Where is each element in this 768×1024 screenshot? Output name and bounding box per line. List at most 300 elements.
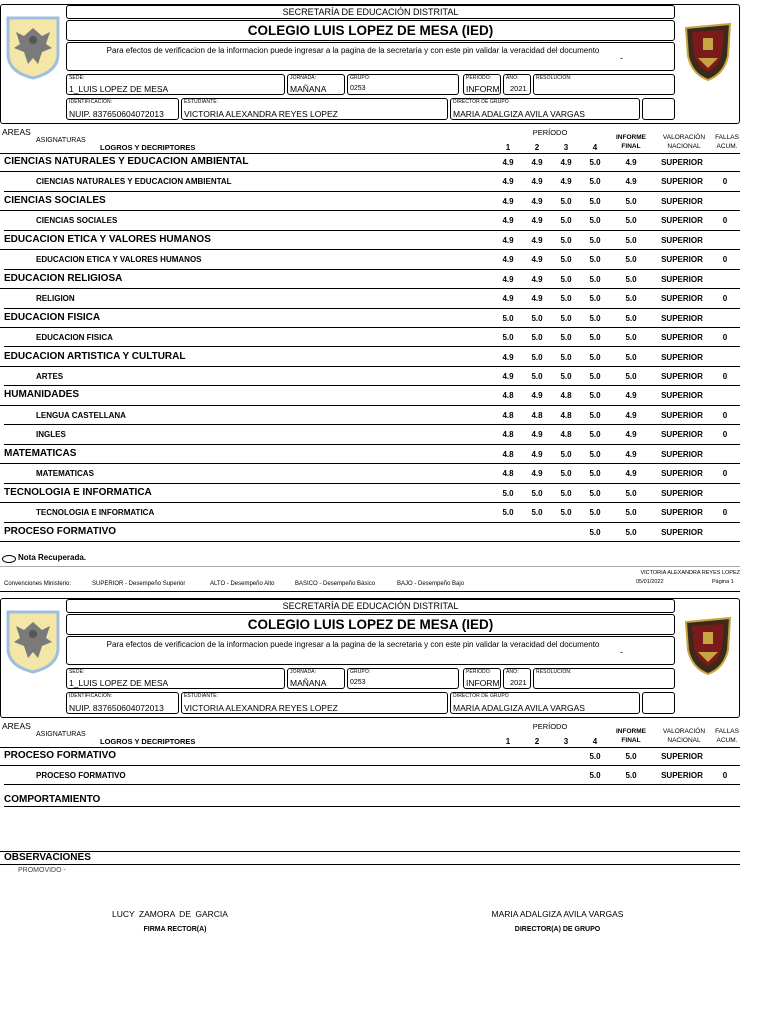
grade-final: 4.9: [625, 410, 637, 420]
grade-p2: 4.9: [531, 391, 543, 401]
grade-final: 5.0: [625, 752, 637, 761]
grade-p4: 5.0: [589, 449, 601, 459]
identificacion-field-2: [66, 692, 179, 714]
footer-date: 05/01/2022: [636, 579, 664, 585]
informe-label-2: INFORME: [616, 728, 646, 735]
fallas-header: [712, 133, 742, 151]
row-underline: [4, 230, 740, 231]
page-break-line: [0, 591, 740, 592]
grade-p4: 5.0: [589, 771, 601, 780]
row-underline: [0, 327, 740, 328]
row-underline: [4, 522, 740, 523]
estudiante-field: [181, 98, 448, 120]
subject-row: [0, 290, 740, 309]
grade-p2: 4.9: [531, 469, 543, 479]
sede-value: 1_LUIS LOPEZ DE MESA: [69, 84, 169, 94]
valoracion-nacional: SUPERIOR: [661, 391, 703, 401]
valoracion-nacional: SUPERIOR: [661, 771, 703, 780]
grupo-label-2: GRUPO:: [350, 669, 371, 675]
informe-label: INFORME: [616, 134, 646, 141]
grade-final: 5.0: [625, 255, 637, 265]
grade-final: 5.0: [625, 352, 637, 362]
observaciones-title: OBSERVACIONES: [4, 852, 91, 863]
subject-name: CIENCIAS NATURALES Y EDUCACION AMBIENTAL: [36, 177, 232, 187]
grade-p3: 5.0: [560, 508, 572, 518]
acum-label-2: ACUM.: [716, 737, 738, 744]
estudiante-field-2: [181, 692, 448, 714]
sede-value-2: 1_LUIS LOPEZ DE MESA: [69, 678, 169, 688]
jornada-field: [287, 74, 345, 95]
grade-final: 5.0: [625, 294, 637, 304]
subject-name: TECNOLOGIA E INFORMATICA: [36, 508, 155, 518]
grade-p3: 5.0: [560, 352, 572, 362]
grade-p3: 4.9: [560, 158, 572, 167]
grade-p4: 5.0: [589, 352, 601, 362]
grade-p2: 5.0: [531, 333, 543, 343]
jornada-value-2: MAÑANA: [290, 678, 327, 688]
school-name: COLEGIO LUIS LOPEZ DE MESA (IED): [66, 20, 675, 41]
grade-p2: 5.0: [531, 313, 543, 323]
fallas-acum: 0: [722, 771, 728, 780]
valoracion-nacional: SUPERIOR: [661, 196, 703, 206]
row-underline: [4, 346, 740, 347]
periodo-field-2: [463, 668, 501, 689]
area-name: HUMANIDADES: [4, 389, 79, 401]
area-row: [0, 387, 740, 406]
grade-p3: 5.0: [560, 255, 572, 265]
estudiante-label-2: ESTUDIANTE:: [184, 693, 219, 699]
fallas-acum: 0: [722, 177, 728, 187]
grade-p1: 4.9: [502, 158, 514, 167]
row-underline: [4, 308, 740, 309]
period-4-header: 4: [592, 143, 598, 152]
grade-p3: 5.0: [560, 469, 572, 479]
grade-p4: 5.0: [589, 410, 601, 420]
pin-value-2: -: [620, 647, 623, 657]
final-label-2: FINAL: [621, 737, 641, 744]
acum-label: ACUM.: [716, 143, 738, 150]
subject-row: [0, 329, 740, 348]
subject-row: [0, 767, 740, 786]
valoracion-nacional: SUPERIOR: [661, 158, 703, 167]
row-underline: [4, 191, 740, 192]
asignaturas-header-2: ASIGNATURAS: [36, 731, 86, 738]
fallas-acum: 0: [722, 294, 728, 304]
grade-p3: 4.9: [560, 177, 572, 187]
grade-p4: 5.0: [589, 391, 601, 401]
row-underline: [4, 424, 740, 425]
row-underline: [0, 765, 740, 766]
row-underline: [4, 444, 740, 445]
subject-row: [0, 173, 740, 192]
areas-header-2: AREAS: [2, 721, 31, 731]
asignaturas-header: ASIGNATURAS: [36, 137, 86, 144]
area-row: [0, 154, 740, 173]
grade-p4: 5.0: [589, 158, 601, 167]
subject-name: EDUCACION FISICA: [36, 333, 113, 343]
grade-p1: 4.8: [502, 449, 514, 459]
row-underline: [0, 366, 740, 367]
grade-p3: 5.0: [560, 235, 572, 245]
informe-final-header-2: [608, 727, 654, 745]
grade-p4: 5.0: [589, 469, 601, 479]
subject-row: [0, 368, 740, 387]
grade-p3: 5.0: [560, 488, 572, 498]
subject-row: [0, 426, 740, 445]
grade-p1: 4.9: [502, 294, 514, 304]
row-underline: [0, 171, 740, 172]
subject-name: RELIGION: [36, 294, 75, 304]
school-crest-logo: [684, 22, 732, 82]
grupo-label: GRUPO:: [350, 75, 371, 81]
grade-p1: 5.0: [502, 333, 514, 343]
anio-label: AÑO:: [506, 75, 519, 81]
row-underline: [0, 405, 740, 406]
area-row: [0, 748, 740, 767]
final-label: FINAL: [621, 143, 641, 150]
valoracion-nacional: SUPERIOR: [661, 449, 703, 459]
anio-value: 2021: [510, 84, 527, 93]
grade-p2: 4.9: [531, 235, 543, 245]
fallas-acum: 0: [722, 410, 728, 420]
valoracion-nacional: SUPERIOR: [661, 255, 703, 265]
secretaria-title-2: SECRETARÍA DE EDUCACIÓN DISTRITAL: [66, 599, 675, 613]
verification-note-2: Para efectos de verificacion de la informacion puede ingresar a la pagina de la secretaria y con este pin validar la veracidad del documento: [106, 640, 600, 649]
comportamiento-line: [4, 806, 740, 807]
jornada-label: JORNADA:: [290, 75, 317, 81]
grupo-value-2: 0253: [350, 679, 366, 686]
area-name: EDUCACION ARTISTICA Y CULTURAL: [4, 350, 186, 362]
grade-final: 4.9: [625, 177, 637, 187]
area-name: EDUCACION FISICA: [4, 311, 101, 323]
grade-p4: 5.0: [589, 216, 601, 226]
grade-p4: 5.0: [589, 255, 601, 265]
area-name: EDUCACION ETICA Y VALORES HUMANOS: [4, 233, 211, 245]
valoracion-nacional: SUPERIOR: [661, 294, 703, 304]
valoracion-nacional: SUPERIOR: [661, 488, 703, 498]
grade-p2: 4.9: [531, 430, 543, 440]
grade-p3: 5.0: [560, 313, 572, 323]
grupo-field: [347, 74, 459, 95]
grade-p3: 4.8: [560, 391, 572, 401]
empty-field-2: [642, 692, 675, 714]
fallas-label-2: FALLAS: [715, 728, 739, 735]
areas-header: AREAS: [2, 127, 31, 137]
valoracion-nacional: SUPERIOR: [661, 752, 703, 761]
valoracion-nacional: SUPERIOR: [661, 177, 703, 187]
convencion-alto: ALTO - Desempeño Alto: [210, 581, 275, 587]
periodo-field: [463, 74, 501, 95]
row-underline: [4, 269, 740, 270]
convencion-superior: SUPERIOR - Desempeño Superior: [92, 581, 186, 587]
grade-p1: 4.8: [502, 391, 514, 401]
grade-p3: 4.8: [560, 410, 572, 420]
grade-final: 5.0: [625, 333, 637, 343]
valoracion-label-2: VALORACIÓN: [662, 728, 706, 735]
period-3-header: 3: [563, 143, 569, 152]
anio-label-2: AÑO:: [506, 669, 519, 675]
area-row: [0, 349, 740, 368]
comportamiento-title: COMPORTAMIENTO: [4, 794, 101, 805]
period-4-header-2: 4: [592, 737, 598, 746]
valoracion-nacional: SUPERIOR: [661, 352, 703, 362]
grade-p4: 5.0: [589, 488, 601, 498]
footer-divider: [0, 566, 740, 567]
grade-p1: 4.8: [502, 430, 514, 440]
grade-p2: 5.0: [531, 352, 543, 362]
period-1-header: 1: [505, 143, 511, 152]
logros-header-2: LOGROS Y DECRIPTORES: [100, 737, 196, 746]
area-row: [0, 485, 740, 504]
subject-row: [0, 212, 740, 231]
grade-p2: 4.8: [531, 410, 543, 420]
grade-p3: 5.0: [560, 371, 572, 381]
observaciones-top-line: [0, 851, 740, 852]
grade-final: 5.0: [625, 527, 637, 537]
observaciones-line: [0, 864, 740, 865]
grade-p4: 5.0: [589, 313, 601, 323]
valoracion-nacional: SUPERIOR: [661, 371, 703, 381]
fallas-header-2: [712, 727, 742, 745]
director-value-2: MARIA ADALGIZA AVILA VARGAS: [453, 703, 585, 713]
periodo-label-2: PERIODO:: [466, 669, 492, 675]
valoracion-nacional: SUPERIOR: [661, 410, 703, 420]
area-name: PROCESO FORMATIVO: [4, 525, 117, 537]
grade-p3: 5.0: [560, 196, 572, 206]
area-name: PROCESO FORMATIVO: [4, 750, 117, 761]
valoracion-header: [656, 133, 712, 151]
estudiante-value-2: VICTORIA ALEXANDRA REYES LOPEZ: [184, 703, 338, 713]
director-field: [450, 98, 640, 120]
grade-p1: 5.0: [502, 313, 514, 323]
convencion-basico: BASICO - Desempeño Básico: [295, 581, 376, 587]
grade-p4: 5.0: [589, 508, 601, 518]
grade-p3: 5.0: [560, 294, 572, 304]
director-title: DIRECTOR(A) DE GRUPO: [514, 926, 601, 933]
row-underline: [4, 483, 740, 484]
row-underline: [0, 463, 740, 464]
grade-p2: 4.9: [531, 216, 543, 226]
jornada-value: MAÑANA: [290, 84, 327, 94]
grade-p2: 4.9: [531, 274, 543, 284]
nacional-label-2: NACIONAL: [667, 737, 701, 744]
period-2-header-2: 2: [534, 737, 540, 746]
grade-p1: 5.0: [502, 488, 514, 498]
grade-p1: 4.9: [502, 352, 514, 362]
director-label-2: DIRECTOR DE GRUPO: [453, 693, 509, 699]
valoracion-nacional: SUPERIOR: [661, 216, 703, 226]
valoracion-nacional: SUPERIOR: [661, 235, 703, 245]
resolucion-label: RESOLUCIÓN:: [536, 75, 572, 81]
grade-p2: 5.0: [531, 371, 543, 381]
empty-field: [642, 98, 675, 120]
period-1-header-2: 1: [505, 737, 511, 746]
grade-p4: 5.0: [589, 274, 601, 284]
grade-p1: 4.9: [502, 196, 514, 206]
jornada-label-2: JORNADA:: [290, 669, 317, 675]
recuperada-oval-icon: [2, 555, 16, 563]
bogota-shield-logo-2: [4, 608, 62, 674]
area-row: [0, 446, 740, 465]
grupo-field-2: [347, 668, 459, 689]
grade-p1: 4.9: [502, 255, 514, 265]
director-value: MARIA ADALGIZA AVILA VARGAS: [453, 109, 585, 119]
area-row: [0, 193, 740, 212]
subject-name: CIENCIAS SOCIALES: [36, 216, 118, 226]
valoracion-nacional: SUPERIOR: [661, 333, 703, 343]
periodo-label: PERIODO:: [466, 75, 492, 81]
periodo-header: PERÍODO: [532, 128, 568, 137]
grade-final: 4.9: [625, 469, 637, 479]
estudiante-label: ESTUDIANTE:: [184, 99, 219, 105]
resolucion-label-2: RESOLUCIÓN:: [536, 669, 572, 675]
convenciones-label: Convenciones Ministerio:: [4, 581, 72, 587]
informe-final-header: [608, 133, 654, 151]
footer-page: Página 1: [712, 579, 734, 585]
sede-label: SEDE:: [69, 75, 85, 81]
sede-field: [66, 74, 285, 95]
row-underline: [0, 541, 740, 542]
grade-final: 5.0: [625, 274, 637, 284]
director-field-2: [450, 692, 640, 714]
grade-final: 4.9: [625, 449, 637, 459]
row-underline: [0, 502, 740, 503]
valoracion-label: VALORACIÓN: [662, 134, 706, 141]
anio-field-2: [503, 668, 531, 689]
fallas-acum: 0: [722, 371, 728, 381]
subject-name: ARTES: [36, 371, 64, 381]
verification-note: Para efectos de verificacion de la informacion puede ingresar a la pagina de la secretaria y con este pin validar la veracidad del documento: [106, 46, 600, 55]
valoracion-nacional: SUPERIOR: [661, 430, 703, 440]
school-crest-logo-2: [684, 616, 732, 676]
grade-p1: 4.9: [502, 235, 514, 245]
fallas-acum: 0: [722, 333, 728, 343]
periodo-header-2: PERÍODO: [532, 722, 568, 731]
school-name-2: COLEGIO LUIS LOPEZ DE MESA (IED): [66, 614, 675, 635]
logros-header: LOGROS Y DECRIPTORES: [100, 143, 196, 152]
valoracion-nacional: SUPERIOR: [661, 508, 703, 518]
grade-final: 5.0: [625, 508, 637, 518]
grade-p2: 4.9: [531, 177, 543, 187]
promovido-text: PROMOVIDO -: [18, 867, 66, 874]
nacional-label: NACIONAL: [667, 143, 701, 150]
grade-p2: 5.0: [531, 508, 543, 518]
grade-final: 5.0: [625, 771, 637, 780]
bogota-shield-logo: [4, 14, 62, 80]
grade-p2: 4.9: [531, 196, 543, 206]
row-underline: [0, 210, 740, 211]
anio-field: [503, 74, 531, 95]
subject-row: [0, 465, 740, 484]
identificacion-value-2: NUIP. 837650604072013: [69, 703, 164, 713]
verification-note-box: [66, 42, 675, 71]
grade-p1: 4.9: [502, 177, 514, 187]
row-underline: [0, 288, 740, 289]
subject-name: PROCESO FORMATIVO: [36, 771, 126, 780]
grade-final: 4.9: [625, 391, 637, 401]
anio-value-2: 2021: [510, 678, 527, 687]
grade-p1: 4.8: [502, 410, 514, 420]
convencion-bajo: BAJO - Desempeño Bajo: [397, 581, 465, 587]
estudiante-value: VICTORIA ALEXANDRA REYES LOPEZ: [184, 109, 338, 119]
fallas-acum: 0: [722, 255, 728, 265]
grade-p3: 5.0: [560, 274, 572, 284]
periodo-value: INFORM: [466, 84, 500, 94]
grade-p2: 4.9: [531, 158, 543, 167]
subject-row: [0, 504, 740, 523]
area-name: CIENCIAS SOCIALES: [4, 194, 106, 206]
pin-value: -: [620, 53, 623, 63]
director-label: DIRECTOR DE GRUPO: [453, 99, 509, 105]
grade-p2: 4.9: [531, 449, 543, 459]
period-2-header: 2: [534, 143, 540, 152]
resolucion-field-2: [533, 668, 675, 689]
grade-p1: 4.9: [502, 216, 514, 226]
subject-row: [0, 407, 740, 426]
rector-name: LUCY ZAMORA DE GARCIA: [112, 909, 228, 919]
area-name: CIENCIAS NATURALES Y EDUCACION AMBIENTAL: [4, 156, 249, 167]
period-3-header-2: 3: [563, 737, 569, 746]
grade-p1: 5.0: [502, 508, 514, 518]
valoracion-nacional: SUPERIOR: [661, 469, 703, 479]
row-underline: [4, 385, 740, 386]
valoracion-nacional: SUPERIOR: [661, 313, 703, 323]
grade-final: 5.0: [625, 196, 637, 206]
sede-label-2: SEDE:: [69, 669, 85, 675]
periodo-value-2: INFORM: [466, 678, 500, 688]
grade-p4: 5.0: [589, 235, 601, 245]
jornada-field-2: [287, 668, 345, 689]
grade-p4: 5.0: [589, 333, 601, 343]
subject-name: LENGUA CASTELLANA: [36, 410, 126, 420]
grade-p4: 5.0: [589, 371, 601, 381]
sede-field-2: [66, 668, 285, 689]
grade-final: 5.0: [625, 235, 637, 245]
grupo-value: 0253: [350, 85, 366, 92]
grade-p3: 4.8: [560, 430, 572, 440]
valoracion-nacional: SUPERIOR: [661, 274, 703, 284]
fallas-acum: 0: [722, 508, 728, 518]
footer-student-name: VICTORIA ALEXANDRA REYES LOPEZ: [640, 570, 740, 576]
fallas-acum: 0: [722, 216, 728, 226]
director-name: MARIA ADALGIZA AVILA VARGAS: [491, 909, 624, 919]
grade-p2: 4.9: [531, 294, 543, 304]
identificacion-label-2: IDENTIFICACIÓN:: [69, 693, 113, 699]
area-row: [0, 310, 740, 329]
grade-p3: 5.0: [560, 449, 572, 459]
valoracion-header-2: [656, 727, 712, 745]
secretaria-title: SECRETARÍA DE EDUCACIÓN DISTRITAL: [66, 5, 675, 19]
grade-p1: 4.8: [502, 469, 514, 479]
grade-final: 4.9: [625, 158, 637, 167]
identificacion-field: [66, 98, 179, 120]
row-underline: [4, 784, 740, 785]
grade-final: 5.0: [625, 488, 637, 498]
grade-final: 4.9: [625, 430, 637, 440]
grade-p3: 5.0: [560, 216, 572, 226]
subject-name: MATEMATICAS: [36, 469, 94, 479]
fallas-acum: 0: [722, 430, 728, 440]
identificacion-label: IDENTIFICACIÓN:: [69, 99, 113, 105]
grade-final: 5.0: [625, 313, 637, 323]
area-name: TECNOLOGIA E INFORMATICA: [4, 486, 152, 498]
row-underline: [0, 249, 740, 250]
grade-p4: 5.0: [589, 294, 601, 304]
rector-title: FIRMA RECTOR(A): [143, 926, 207, 933]
grade-p1: 4.9: [502, 274, 514, 284]
area-row: [0, 271, 740, 290]
grade-p1: 4.9: [502, 371, 514, 381]
